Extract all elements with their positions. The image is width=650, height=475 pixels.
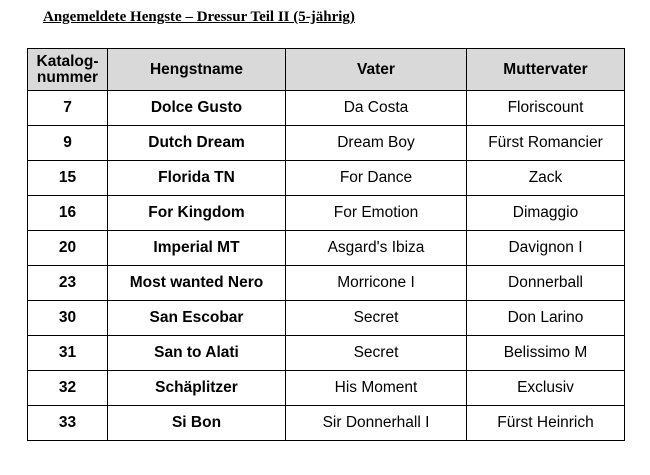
stallion-name-cell: For Kingdom	[108, 196, 286, 231]
stallion-name-cell: Florida TN	[108, 161, 286, 196]
catalog-number-cell: 32	[28, 371, 108, 406]
stallion-name-cell: Imperial MT	[108, 231, 286, 266]
catalog-number-cell: 15	[28, 161, 108, 196]
sire-cell: For Emotion	[286, 196, 467, 231]
table-row	[28, 126, 625, 161]
table-body	[28, 91, 625, 441]
table-row	[28, 196, 625, 231]
header-catalog-line2: nummer	[36, 68, 99, 86]
sire-cell: Morricone I	[286, 266, 467, 301]
sire-cell: His Moment	[286, 371, 467, 406]
table-row	[28, 161, 625, 196]
catalog-number-cell: 9	[28, 126, 108, 161]
dam-sire-cell: Belissimo M	[467, 336, 625, 371]
table-row	[28, 91, 625, 126]
catalog-number-cell: 20	[28, 231, 108, 266]
stallion-table	[27, 48, 625, 441]
header-catalog-line1: Katalog-	[36, 52, 99, 70]
dam-sire-cell: Fürst Romancier	[467, 126, 625, 161]
table-header	[28, 49, 625, 91]
stallion-name-cell: Schäplitzer	[108, 371, 286, 406]
dam-sire-cell: Floriscount	[467, 91, 625, 126]
dam-sire-cell: Davignon I	[467, 231, 625, 266]
table-row	[28, 266, 625, 301]
dam-sire-cell: Fürst Heinrich	[467, 406, 625, 441]
stallion-name-cell: San to Alati	[108, 336, 286, 371]
catalog-number-cell: 33	[28, 406, 108, 441]
stallion-name-cell: Most wanted Nero	[108, 266, 286, 301]
sire-cell: Secret	[286, 336, 467, 371]
table-row	[28, 336, 625, 371]
catalog-number-cell: 31	[28, 336, 108, 371]
document-title: Angemeldete Hengste – Dressur Teil II (5-jährig)	[43, 9, 355, 25]
stallion-name-cell: Dutch Dream	[108, 126, 286, 161]
dam-sire-cell: Zack	[467, 161, 625, 196]
table-row	[28, 301, 625, 336]
header-catalog-number	[28, 49, 108, 91]
sire-cell: Sir Donnerhall I	[286, 406, 467, 441]
header-sire: Vater	[286, 49, 467, 91]
dam-sire-cell: Exclusiv	[467, 371, 625, 406]
header-row	[28, 49, 625, 91]
stallion-name-cell: Dolce Gusto	[108, 91, 286, 126]
sire-cell: Da Costa	[286, 91, 467, 126]
catalog-number-cell: 23	[28, 266, 108, 301]
dam-sire-cell: Don Larino	[467, 301, 625, 336]
table-row	[28, 231, 625, 266]
table-row	[28, 406, 625, 441]
sire-cell: Secret	[286, 301, 467, 336]
header-stallion-name: Hengstname	[108, 49, 286, 91]
sire-cell: Asgard's Ibiza	[286, 231, 467, 266]
sire-cell: Dream Boy	[286, 126, 467, 161]
catalog-number-cell: 7	[28, 91, 108, 126]
stallion-name-cell: Si Bon	[108, 406, 286, 441]
catalog-number-cell: 30	[28, 301, 108, 336]
header-dam-sire: Muttervater	[467, 49, 625, 91]
catalog-number-cell: 16	[28, 196, 108, 231]
sire-cell: For Dance	[286, 161, 467, 196]
dam-sire-cell: Donnerball	[467, 266, 625, 301]
dam-sire-cell: Dimaggio	[467, 196, 625, 231]
table-row	[28, 371, 625, 406]
stallion-name-cell: San Escobar	[108, 301, 286, 336]
